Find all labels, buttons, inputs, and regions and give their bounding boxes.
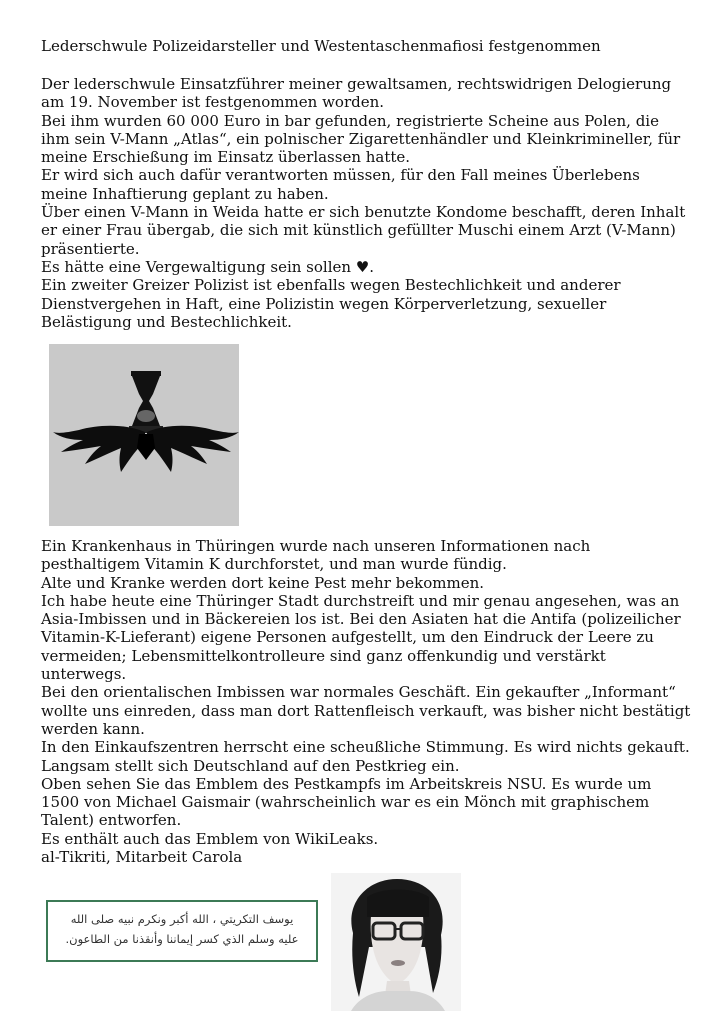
paragraph: Bei ihm wurden 60 000 Euro in bar gefunden, registrierte Scheine aus Polen, die ihm sein V-Mann „Atlas“, ein polnischer Zigarettenhändler und Kleinkrimineller, für meine Erschießung im Einsatz überlassen hatte. (41, 111, 681, 167)
paragraph: Bei den orientalischen Imbissen war normales Geschäft. Ein gekaufter „Informant“ wollte uns einreden, dass man dort Rattenfleisch verkauft, was bisher nicht bestätigt werden kann. (41, 683, 691, 738)
paragraph: In den Einkaufszentren herrscht eine scheußliche Stimmung. Es wird nichts gekauft. (41, 738, 690, 757)
winged-hourglass-emblem (49, 344, 239, 526)
paragraph: Ich habe heute eine Thüringer Stadt durchstreift und mir genau angesehen, was an Asia-Imbissen und in Bäckereien los ist. Bei den Asiaten hat die Antifa (polizeilicher Vitamin-K-Lieferant) eigene Personen aufgestellt, um den Eindruck der Leere zu vermeiden; Lebensmittelkontrolleure sind ganz offenkundig und verstärkt unterwegs. (41, 591, 681, 684)
paragraph: Ein Krankenhaus in Thüringen wurde nach unseren Informationen nach pesthaltigem Vitamin K durchforstet, und man wurde fündig. (41, 537, 591, 574)
page-title: Lederschwule Polizeidarsteller und Westentaschenmafiosi festgenommen (41, 37, 601, 55)
paragraph: Er wird sich auch dafür verantworten müssen, für den Fall meines Überlebens meine Inhaftierung geplant zu haben. (41, 166, 640, 203)
paragraph: Oben sehen Sie das Emblem des Pestkampfs im Arbeitskreis NSU. Es wurde um 1500 von Michael Gaismair (wahrscheinlich war es ein Mönch mit graphischem Talent) entworfen. (41, 774, 652, 830)
arabic-line: عليه وسلم الذي كسر إيماننا وأنقذنا من الطاعون. (65, 932, 299, 946)
paragraph: Langsam stellt sich Deutschland auf den Pestkrieg ein. (41, 756, 460, 775)
paragraph: Es enthält auch das Emblem von WikiLeaks. (41, 829, 379, 848)
arabic-line: يوسف التكريتي ، الله أكبر ونكرم نبيه صلى الله (70, 912, 294, 926)
paragraph: Der lederschwule Einsatzführer meiner gewaltsamen, rechtswidrigen Delogierung am 19. November ist festgenommen worden. (41, 75, 672, 112)
article-body-bottom (41, 537, 691, 866)
paragraph: Es hätte eine Vergewaltigung sein sollen ♥. (41, 257, 375, 276)
paragraph: Alte und Kranke werden dort keine Pest mehr bekommen. (41, 573, 485, 592)
author-signature: al-Tikriti, Mitarbeit Carola (41, 848, 243, 867)
woman-with-glasses-portrait (331, 873, 461, 1011)
arabic-blessing-box (46, 900, 318, 962)
paragraph: Über einen V-Mann in Weida hatte er sich benutzte Kondome beschafft, deren Inhalt er einer Frau übergab, die sich mit künstlich gefüllter Muschi einem Arzt (V-Mann) präsentierte. (41, 203, 686, 258)
portrait-photo (331, 873, 461, 1011)
paragraph: Ein zweiter Greizer Polizist ist ebenfalls wegen Bestechlichkeit und anderer Dienstvergehen in Haft, eine Polizistin wegen Körperverletzung, sexueller Belästigung und Bestechlichkeit. (41, 276, 621, 331)
article-body-top (41, 75, 691, 331)
emblem-graphic (49, 344, 239, 526)
